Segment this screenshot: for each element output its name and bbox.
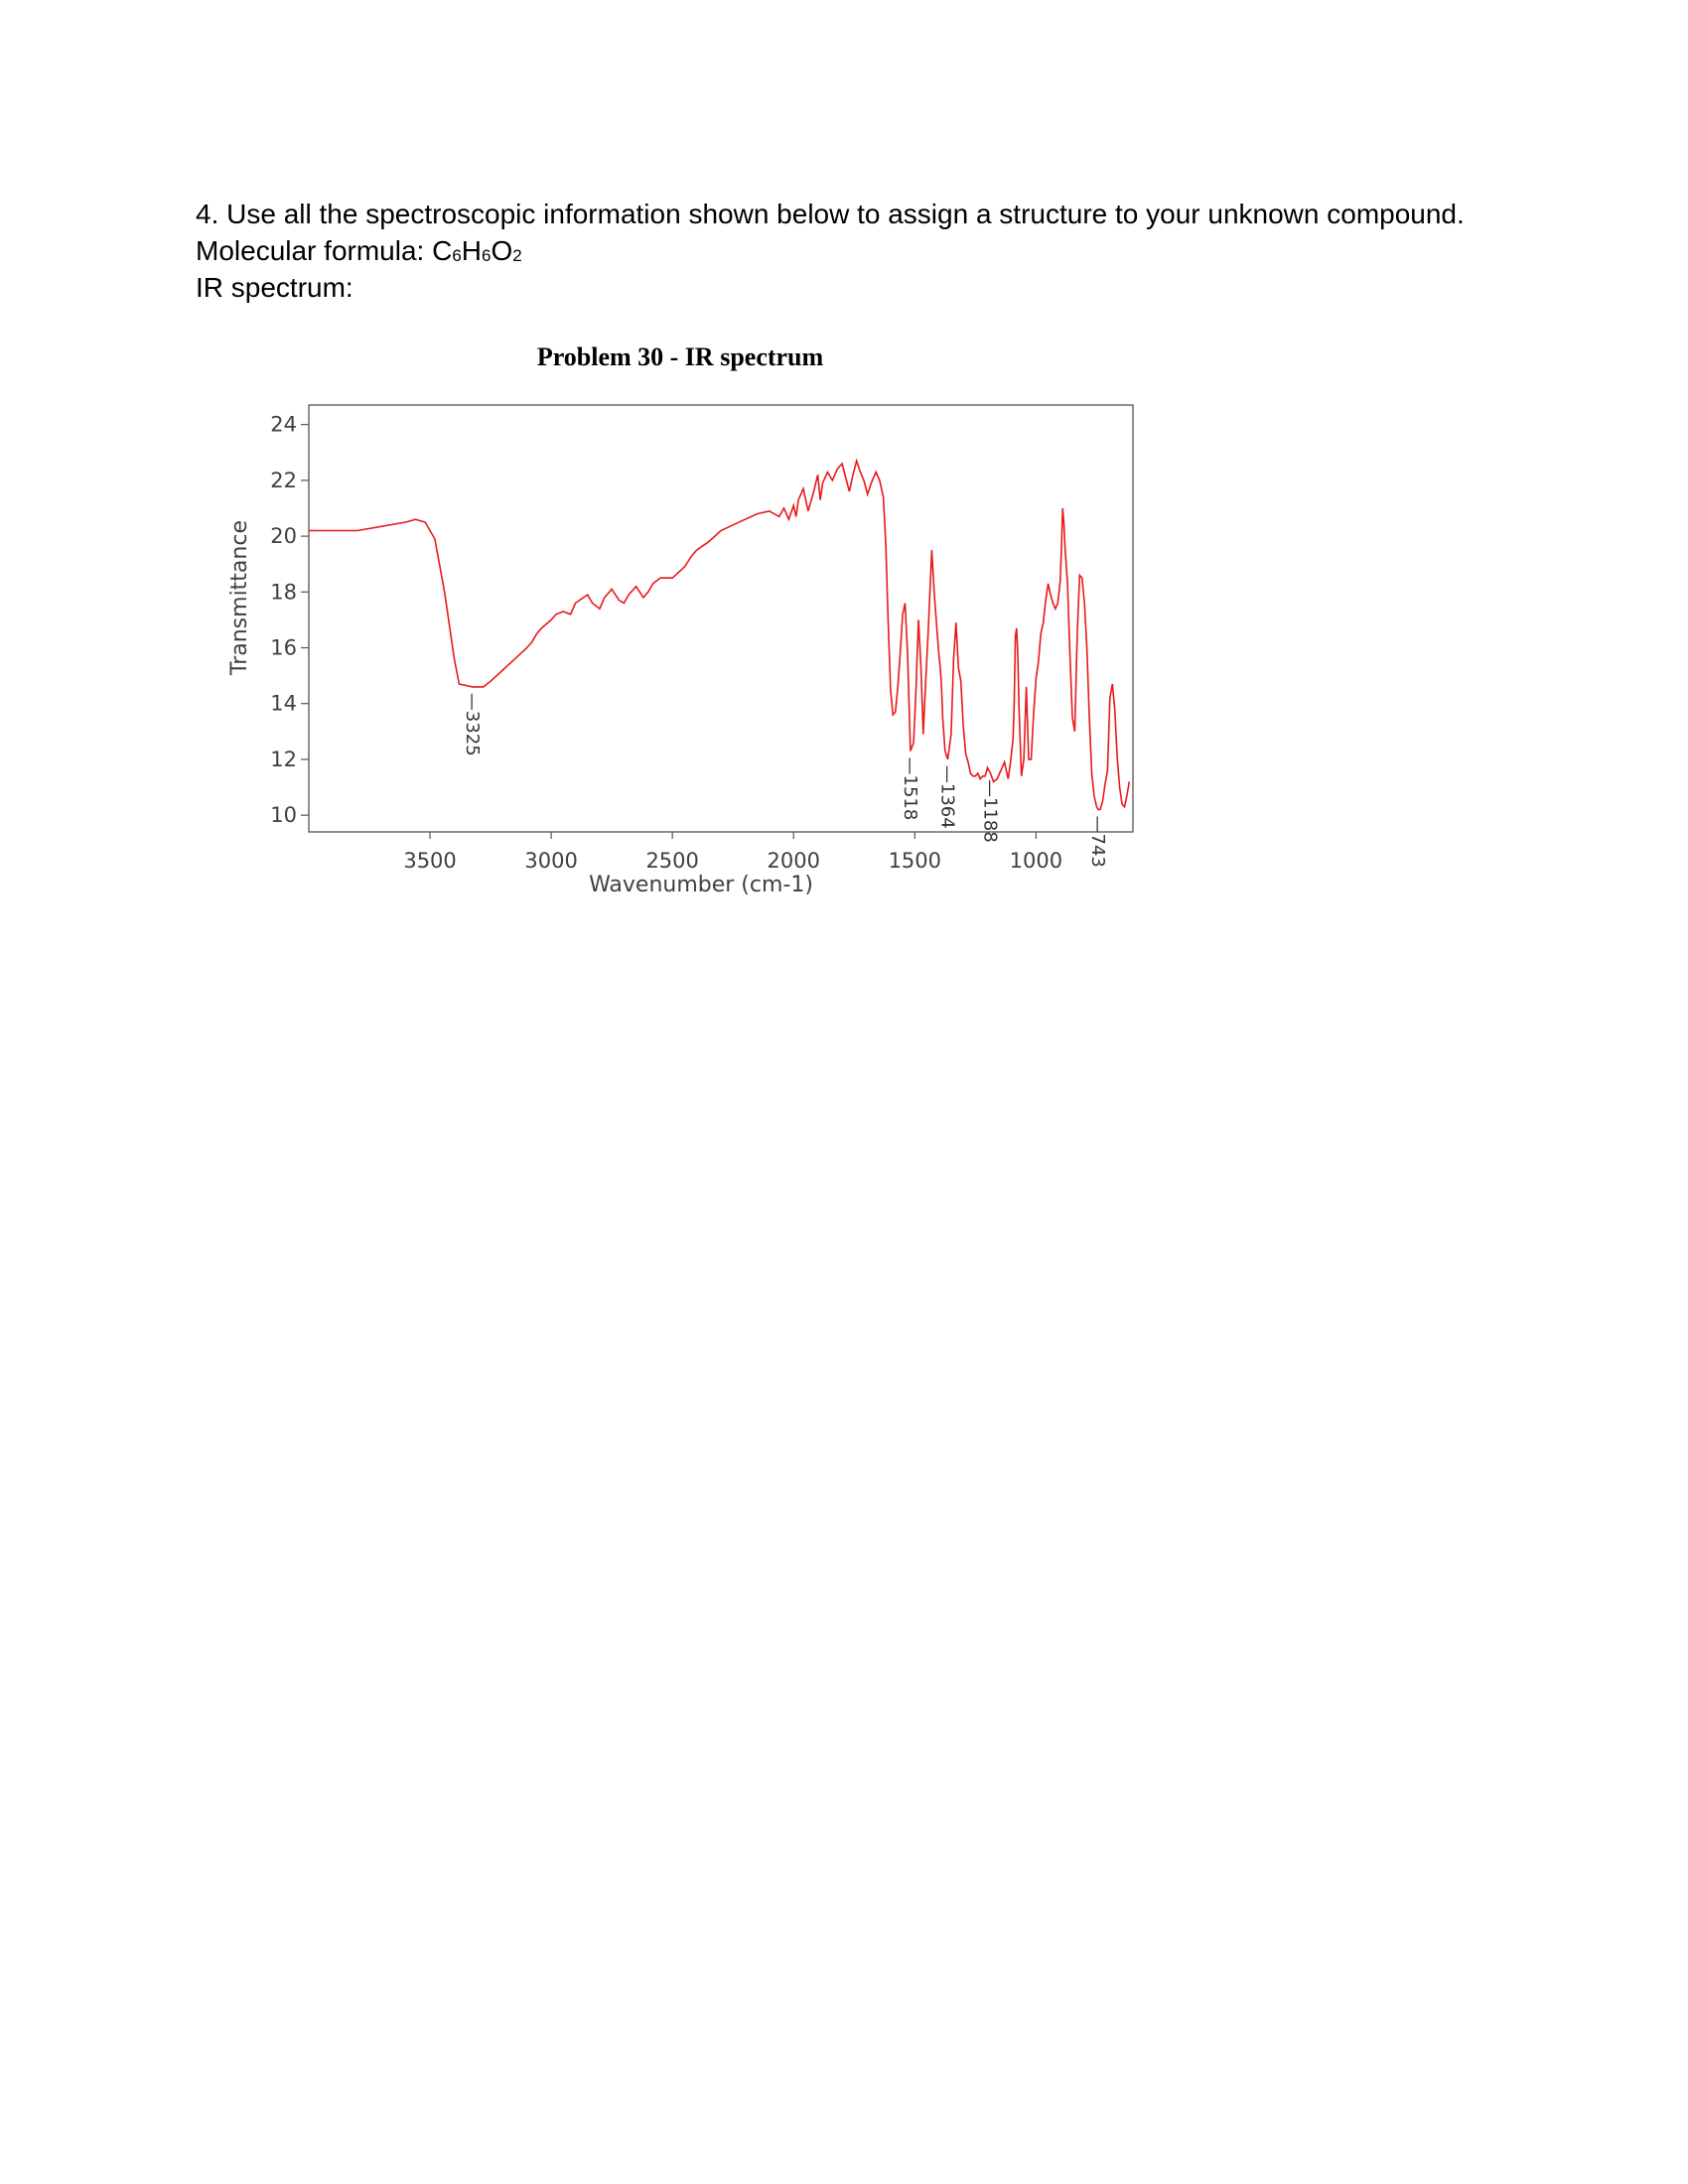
x-tick-label: 1500 — [888, 849, 942, 873]
peak-labels — [462, 693, 1108, 868]
formula-prefix: Molecular formula: C — [196, 235, 453, 266]
y-tick-label: 16 — [270, 635, 297, 660]
y-axis — [270, 413, 309, 827]
x-tick-label: 2000 — [767, 849, 820, 873]
x-tick-label: 3000 — [524, 849, 578, 873]
peak-label-743: —743 — [1087, 815, 1109, 868]
question-line-3: IR spectrum: — [196, 272, 353, 303]
x-tick-label: 1000 — [1009, 849, 1063, 873]
y-axis-title: Transmittance — [227, 520, 252, 675]
peak-label-3325: —3325 — [461, 692, 483, 756]
spectrum-line — [309, 461, 1129, 809]
peak-label-1364: —1364 — [936, 764, 958, 829]
formula-sub-o: 2 — [512, 246, 522, 265]
chart-title: Problem 30 - IR spectrum — [536, 342, 824, 371]
formula-o: O — [491, 235, 513, 266]
y-tick-label: 14 — [270, 691, 297, 716]
peak-label-1518: —1518 — [899, 756, 920, 821]
question-line-1: 4. Use all the spectroscopic information shown below to assign a structure to your unknown compound. — [196, 199, 1465, 229]
y-tick-label: 24 — [270, 412, 297, 437]
x-axis — [403, 832, 1062, 873]
y-tick-label: 12 — [270, 747, 297, 771]
formula-h: H — [461, 235, 483, 266]
formula-sub-c: 6 — [452, 246, 462, 265]
x-axis-title: Wavenumber (cm-1) — [589, 873, 813, 897]
peak-label-1188: —1188 — [979, 779, 1001, 843]
y-tick-label: 22 — [270, 468, 297, 492]
x-tick-label: 2500 — [645, 849, 699, 873]
formula-sub-h: 6 — [482, 246, 492, 265]
y-tick-label: 10 — [270, 803, 297, 828]
y-tick-label: 20 — [270, 524, 297, 549]
y-tick-label: 18 — [270, 580, 297, 605]
x-tick-label: 3500 — [403, 849, 457, 873]
